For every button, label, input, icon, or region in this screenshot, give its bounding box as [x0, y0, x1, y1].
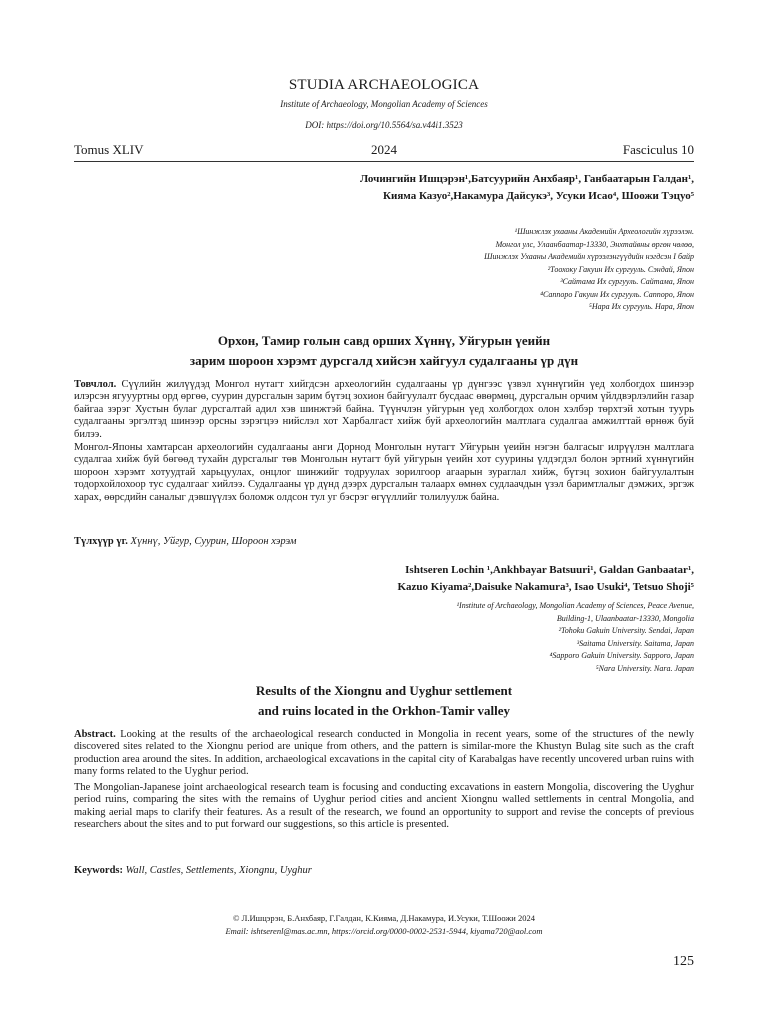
fasciculus-label: Fasciculus 10: [622, 142, 694, 157]
article-page: [74, 0, 694, 1024]
affiliation-line: ²Tohoku Gakuin University. Sendai, Japan: [558, 626, 694, 635]
tomus-label: Tomus XLIV: [74, 142, 144, 157]
affiliation-line: ¹Шинжлэх ухааны Академийн Археологийн хүрээлэн.: [514, 227, 694, 236]
english-authors-line: Ishtseren Lochin ¹,Ankhbayar Batsuuri¹, Galdan Ganbaatar¹,: [405, 564, 694, 576]
mongolian-authors-line: Кияма Казуо²,Накамура Дайсукэ³, Усуки Исао⁴, Шоожи Тэцуо⁵: [383, 190, 694, 202]
copyright-line: © Л.Ишцэрэн, Б.Анхбаяр, Г.Галдан, К.Кияма, Д.Накамура, И.Усуки, Т.Шоожи 2024: [233, 913, 535, 923]
affiliation-line: ⁵Nara University. Nara. Japan: [595, 663, 694, 673]
keywords-label: Түлхүүр үг.: [74, 536, 128, 547]
title-line: зарим шороон хэрэмт дурсгалд хийсэн хайгуул судалгааны үр дүн: [189, 353, 579, 368]
affiliation-line: ⁵Нара Их сургууль. Нара, Япон: [589, 302, 694, 311]
affiliation-line: ⁴Sapporo Gakuin University. Sapporo, Japan: [549, 651, 694, 660]
journal-title: STUDIA ARCHAEOLOGICA: [288, 77, 480, 93]
year-label: 2024: [371, 142, 397, 157]
issue-info-row: [74, 142, 694, 160]
mongolian-article-title: [74, 331, 694, 371]
english-authors-line: Kazuo Kiyama²,Daisuke Nakamura³, Isao Usuki⁴, Tetsuo Shoji⁵: [397, 581, 694, 593]
mongolian-affiliations: [74, 226, 694, 314]
contact-email-line[interactable]: Email: ishtserenl@mas.ac.mn, https://orcid.org/0000-0002-2531-5944, kiyama720@aol.com: [225, 926, 543, 936]
english-authors: [74, 562, 694, 596]
header-divider: [74, 161, 694, 162]
doi-link[interactable]: DOI: https://doi.org/10.5564/sa.v44i1.3523: [305, 120, 463, 130]
keywords-label: Keywords:: [74, 865, 123, 876]
affiliation-line: ²Тоохоку Гакуин Их сургууль. Сэндай, Япон: [547, 264, 694, 274]
title-line: Орхон, Тамир голын савд орших Хүннү, Уйгурын үеийн: [217, 333, 551, 348]
affiliation-line: Шинжлэх Ухааны Академийн хүрээлэнгүүдийн нэгдсэн I байр: [484, 252, 694, 261]
affiliation-line: ³Saitama University. Saitama, Japan: [576, 638, 694, 648]
english-affiliations: [74, 600, 694, 675]
copyright-footer: [74, 912, 694, 938]
page-number: 125: [673, 954, 694, 969]
mongolian-authors: [74, 171, 694, 205]
affiliation-line: ¹Institute of Archaeology, Mongolian Academy of Sciences, Peace Avenue,: [456, 601, 694, 610]
affiliation-line: ⁴Саппоро Гакуин Их сургууль. Саппоро, Япон: [540, 289, 694, 299]
keywords-value: Хүннү, Уйгур, Суурин, Шороон хэрэм: [130, 536, 297, 547]
affiliation-line: ³Сайтама Их сургууль. Сайтама, Япон: [560, 277, 694, 286]
abstract-text: Сүүлийн жилүүдэд Монгол нутагт хийгдсэн археологийн судалгааны үр дүнгээс үзвэл хүннүгийн үед холбогдох шинээр илэрсэн ягуууртны орд өргөө, суурин дурсгалын зарим бүтэц зохион байгуулалт бусдаас өвөрмөц, дурсгалын орчим үйлдвэрлэлийн газар байгаа зэрэг Хустын булаг дурсгалтай адил хэв шинжтэй байна. Түүнчлэн уйгурын үед холбогдох олон хэлбэр төрхтэй хотын туурь судалгааны эргэлтэд шинээр орсны зэрэгцээ нийслэл хот Харбалгаст хийж буй археологийн малтлага судалгаа амжилттай өрнөж буй билээ.: [74, 379, 695, 440]
journal-institution: Institute of Archaeology, Mongolian Academy of Sciences: [280, 99, 488, 109]
english-article-title: [74, 681, 694, 721]
english-abstract-paragraph: [74, 729, 694, 779]
abstract-label: Abstract.: [74, 729, 116, 740]
abstract-text: Looking at the results of the archaeological research conducted in Mongolia in recent years, some of the structures of the newly discovered sites related to the Xiongnu period are unique from others, and the pattern is similar-more the Khustyn Bulag site such as the craft production area around the sites. In addition, archaeological excavations in the capital city of Karabalgas have recently uncovered urban ruins with many forms related to the Uyghur period.: [74, 729, 695, 778]
mongolian-abstract-paragraph: Монгол-Японы хамтарсан археологийн судалгааны анги Дорнод Монголын нутагт Уйгурын үеийн нэгэн балгасыг илрүүлэн малтлага судалгаа хийж буй бөгөөд тухайн дурсгалыг төв Монголын нутагт буй уйгурын үеийн хот суурины үлдэгдэл болон эртний хүннүгийн шороон хэрэмт хотуудтай харьцуулах, онцлог шинжийг тодруулах зорилгоор агаарын зураглал хийж, бүтэц зохион байгуулалтын тодорхойлохоор тус судалгааг хийлээ. Судалгааны үр дүнд дээрх дурсгалын талаарх өмнөх судлаачдын үзэл баримтлалыг дэмжих, эргэж харах, өөрсдийн саналыг дэвшүүлэх боломж олдсон тул уг бэсрэг өгүүллийг толилуулж байна.: [74, 442, 694, 503]
affiliation-line: Монгол улс, Улаанбаатар-13330, Энхтайвны өргөн чөлөө,: [495, 239, 694, 249]
mongolian-authors-line: Лочингийн Ишцэрэн¹,Батсуурийн Анхбаяр¹, Ганбаатарын Галдан¹,: [359, 173, 694, 185]
english-abstract-paragraph: The Mongolian-Japanese joint archaeological research team is focusing and conducting excavations in eastern Mongolia, discovering the Uyghur period ruins, comparing the sites with the remains of Uyghur period cities and ancient Xiongnu walled settlements in central Mongolia, and making aerial maps to clarify their features. As a result of the research, we found an opportunity to support and revise the concepts of previous researchers about the sites and to put forward our suggestions, so this article is presented.: [74, 782, 694, 831]
abstract-label: Товчлол.: [74, 379, 117, 390]
mongolian-abstract-paragraph: [74, 379, 694, 441]
english-keywords: [74, 865, 694, 876]
affiliation-line: Building-1, Ulaanbaatar-13330, Mongolia: [556, 613, 694, 623]
title-line: Results of the Xiongnu and Uyghur settlement: [255, 683, 513, 698]
keywords-value: Wall, Castles, Settlements, Xiongnu, Uyghur: [125, 865, 312, 876]
title-line: and ruins located in the Orkhon-Tamir valley: [257, 703, 511, 718]
mongolian-keywords: [74, 536, 694, 547]
